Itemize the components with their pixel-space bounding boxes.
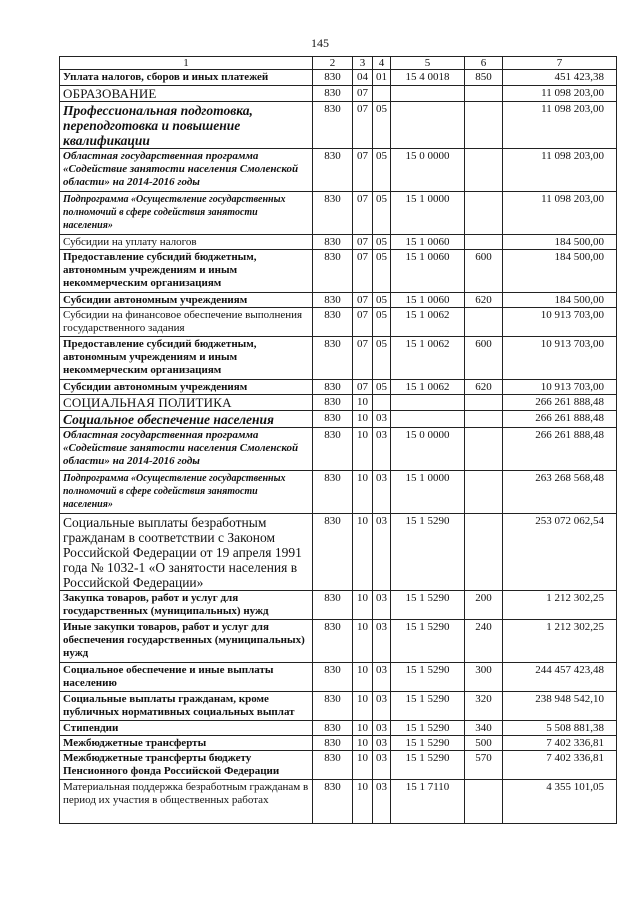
table-row xyxy=(60,471,617,514)
row-name-cell: Областная государственная программа «Содействие занятости населения Смоленской области» на 2014-2016 годы xyxy=(60,428,313,471)
header-col-5: 5 xyxy=(391,57,465,70)
target-article-cell xyxy=(391,102,465,149)
subsection-cell: 03 xyxy=(373,663,391,692)
table-row xyxy=(60,250,617,293)
target-article-cell: 15 1 5290 xyxy=(391,736,465,751)
row-name-cell: Иные закупки товаров, работ и услуг для обеспечения государственных (муниципальных) нужд xyxy=(60,620,313,663)
section-cell: 10 xyxy=(353,663,373,692)
table-row xyxy=(60,721,617,736)
table-row xyxy=(60,308,617,337)
amount-cell: 244 457 423,48 xyxy=(503,663,617,692)
expense-type-cell: 200 xyxy=(465,591,503,620)
expense-type-cell xyxy=(465,471,503,514)
target-article-cell: 15 1 5290 xyxy=(391,591,465,620)
section-cell: 10 xyxy=(353,780,373,824)
amount-cell: 10 913 703,00 xyxy=(503,308,617,337)
row-name-cell: Областная государственная программа «Содействие занятости населения Смоленской области» на 2014-2016 годы xyxy=(60,149,313,192)
row-name-cell: Субсидии автономным учреждениям xyxy=(60,293,313,308)
amount-cell: 266 261 888,48 xyxy=(503,428,617,471)
row-name-cell: Уплата налогов, сборов и иных платежей xyxy=(60,70,313,86)
amount-cell: 11 098 203,00 xyxy=(503,86,617,102)
admin-code-cell: 830 xyxy=(313,395,353,411)
amount-cell: 266 261 888,48 xyxy=(503,411,617,428)
table-row xyxy=(60,692,617,721)
subsection-cell: 03 xyxy=(373,471,391,514)
table-row xyxy=(60,337,617,380)
target-article-cell: 15 1 5290 xyxy=(391,620,465,663)
subsection-cell: 05 xyxy=(373,192,391,235)
subsection-cell: 01 xyxy=(373,70,391,86)
expense-type-cell: 620 xyxy=(465,380,503,395)
subsection-cell: 03 xyxy=(373,736,391,751)
target-article-cell: 15 1 5290 xyxy=(391,663,465,692)
row-name-cell: Субсидии на уплату налогов xyxy=(60,235,313,250)
amount-cell: 266 261 888,48 xyxy=(503,395,617,411)
target-article-cell: 15 1 5290 xyxy=(391,721,465,736)
row-name-cell: Субсидии автономным учреждениям xyxy=(60,380,313,395)
subsection-cell: 03 xyxy=(373,411,391,428)
section-cell: 07 xyxy=(353,235,373,250)
admin-code-cell: 830 xyxy=(313,70,353,86)
target-article-cell xyxy=(391,411,465,428)
expense-type-cell xyxy=(465,192,503,235)
table-row xyxy=(60,514,617,591)
target-article-cell: 15 1 0000 xyxy=(391,192,465,235)
subsection-cell: 05 xyxy=(373,102,391,149)
amount-cell: 4 355 101,05 xyxy=(503,780,617,824)
table-row xyxy=(60,102,617,149)
table-row xyxy=(60,736,617,751)
amount-cell: 184 500,00 xyxy=(503,250,617,293)
row-name-cell: Стипендии xyxy=(60,721,313,736)
section-cell: 10 xyxy=(353,736,373,751)
amount-cell: 238 948 542,10 xyxy=(503,692,617,721)
table-row xyxy=(60,663,617,692)
amount-cell: 263 268 568,48 xyxy=(503,471,617,514)
subsection-cell: 05 xyxy=(373,250,391,293)
expense-type-cell: 600 xyxy=(465,337,503,380)
admin-code-cell: 830 xyxy=(313,250,353,293)
target-article-cell: 15 1 0060 xyxy=(391,235,465,250)
table-row xyxy=(60,411,617,428)
header-col-4: 4 xyxy=(373,57,391,70)
expense-type-cell xyxy=(465,428,503,471)
target-article-cell: 15 1 0060 xyxy=(391,293,465,308)
expense-type-cell: 300 xyxy=(465,663,503,692)
header-col-3: 3 xyxy=(353,57,373,70)
subsection-cell: 03 xyxy=(373,780,391,824)
subsection-cell: 05 xyxy=(373,308,391,337)
header-col-1: 1 xyxy=(60,57,313,70)
admin-code-cell: 830 xyxy=(313,86,353,102)
admin-code-cell: 830 xyxy=(313,780,353,824)
section-cell: 07 xyxy=(353,308,373,337)
admin-code-cell: 830 xyxy=(313,514,353,591)
admin-code-cell: 830 xyxy=(313,102,353,149)
subsection-cell: 05 xyxy=(373,380,391,395)
section-cell: 10 xyxy=(353,428,373,471)
admin-code-cell: 830 xyxy=(313,620,353,663)
admin-code-cell: 830 xyxy=(313,692,353,721)
admin-code-cell: 830 xyxy=(313,380,353,395)
table-row xyxy=(60,428,617,471)
row-name-cell: Закупка товаров, работ и услуг для государственных (муниципальных) нужд xyxy=(60,591,313,620)
subsection-cell: 03 xyxy=(373,620,391,663)
section-cell: 10 xyxy=(353,591,373,620)
section-cell: 04 xyxy=(353,70,373,86)
admin-code-cell: 830 xyxy=(313,308,353,337)
row-name-cell: Межбюджетные трансферты xyxy=(60,736,313,751)
section-cell: 10 xyxy=(353,411,373,428)
table-header-row xyxy=(60,57,617,70)
target-article-cell: 15 1 0060 xyxy=(391,250,465,293)
row-name-cell: Социальные выплаты гражданам, кроме публичных нормативных социальных выплат xyxy=(60,692,313,721)
expense-type-cell: 600 xyxy=(465,250,503,293)
admin-code-cell: 830 xyxy=(313,293,353,308)
admin-code-cell: 830 xyxy=(313,337,353,380)
row-name-cell: Предоставление субсидий бюджетным, автономным учреждениям и иным некоммерческим организациям xyxy=(60,337,313,380)
target-article-cell: 15 1 5290 xyxy=(391,751,465,780)
target-article-cell: 15 1 5290 xyxy=(391,514,465,591)
row-name-cell: Социальные выплаты безработным гражданам в соответствии с Законом Российской Федерации от 19 апреля 1991 года № 1032-1 «О занятости населения в Российской Федерации» xyxy=(60,514,313,591)
row-name-cell: Профессиональная подготовка, переподготовка и повышение квалификации xyxy=(60,102,313,149)
admin-code-cell: 830 xyxy=(313,736,353,751)
row-name-cell: ОБРАЗОВАНИЕ xyxy=(60,86,313,102)
table-row xyxy=(60,751,617,780)
subsection-cell: 05 xyxy=(373,149,391,192)
admin-code-cell: 830 xyxy=(313,751,353,780)
amount-cell: 7 402 336,81 xyxy=(503,751,617,780)
table-row xyxy=(60,149,617,192)
amount-cell: 184 500,00 xyxy=(503,235,617,250)
target-article-cell: 15 0 0000 xyxy=(391,428,465,471)
table-row xyxy=(60,235,617,250)
admin-code-cell: 830 xyxy=(313,428,353,471)
expense-type-cell xyxy=(465,514,503,591)
subsection-cell: 03 xyxy=(373,591,391,620)
subsection-cell: 05 xyxy=(373,235,391,250)
section-cell: 10 xyxy=(353,620,373,663)
section-cell: 10 xyxy=(353,471,373,514)
header-col-2: 2 xyxy=(313,57,353,70)
row-name-cell: Подпрограмма «Осуществление государственных полномочий в сфере содействия занятости населения» xyxy=(60,192,313,235)
expense-type-cell: 240 xyxy=(465,620,503,663)
row-name-cell: Межбюджетные трансферты бюджету Пенсионного фонда Российской Федерации xyxy=(60,751,313,780)
row-name-cell: Предоставление субсидий бюджетным, автономным учреждениям и иным некоммерческим организациям xyxy=(60,250,313,293)
target-article-cell xyxy=(391,395,465,411)
admin-code-cell: 830 xyxy=(313,192,353,235)
table-row xyxy=(60,591,617,620)
admin-code-cell: 830 xyxy=(313,235,353,250)
header-col-6: 6 xyxy=(465,57,503,70)
section-cell: 07 xyxy=(353,337,373,380)
expense-type-cell xyxy=(465,235,503,250)
amount-cell: 451 423,38 xyxy=(503,70,617,86)
target-article-cell: 15 1 5290 xyxy=(391,692,465,721)
amount-cell: 184 500,00 xyxy=(503,293,617,308)
page-number: 145 xyxy=(311,36,329,50)
amount-cell: 5 508 881,38 xyxy=(503,721,617,736)
table-row xyxy=(60,620,617,663)
expense-type-cell: 320 xyxy=(465,692,503,721)
subsection-cell: 03 xyxy=(373,428,391,471)
table-row xyxy=(60,192,617,235)
admin-code-cell: 830 xyxy=(313,411,353,428)
budget-table xyxy=(59,56,617,824)
row-name-cell: Субсидии на финансовое обеспечение выполнения государственного задания xyxy=(60,308,313,337)
subsection-cell: 03 xyxy=(373,692,391,721)
row-name-cell: Материальная поддержка безработным гражданам в период их участия в общественных работах xyxy=(60,780,313,824)
amount-cell: 11 098 203,00 xyxy=(503,192,617,235)
expense-type-cell xyxy=(465,780,503,824)
target-article-cell xyxy=(391,86,465,102)
subsection-cell: 03 xyxy=(373,721,391,736)
section-cell: 07 xyxy=(353,102,373,149)
target-article-cell: 15 1 0062 xyxy=(391,308,465,337)
table-row xyxy=(60,380,617,395)
table-row xyxy=(60,293,617,308)
subsection-cell: 03 xyxy=(373,751,391,780)
target-article-cell: 15 1 0062 xyxy=(391,337,465,380)
subsection-cell xyxy=(373,86,391,102)
section-cell: 10 xyxy=(353,751,373,780)
target-article-cell: 15 0 0000 xyxy=(391,149,465,192)
target-article-cell: 15 1 0000 xyxy=(391,471,465,514)
amount-cell: 10 913 703,00 xyxy=(503,337,617,380)
expense-type-cell: 850 xyxy=(465,70,503,86)
target-article-cell: 15 4 0018 xyxy=(391,70,465,86)
row-name-cell: Подпрограмма «Осуществление государственных полномочий в сфере содействия занятости населения» xyxy=(60,471,313,514)
subsection-cell xyxy=(373,395,391,411)
admin-code-cell: 830 xyxy=(313,591,353,620)
admin-code-cell: 830 xyxy=(313,721,353,736)
subsection-cell: 03 xyxy=(373,514,391,591)
row-name-cell: Социальное обеспечение населения xyxy=(60,411,313,428)
amount-cell: 253 072 062,54 xyxy=(503,514,617,591)
admin-code-cell: 830 xyxy=(313,663,353,692)
amount-cell: 7 402 336,81 xyxy=(503,736,617,751)
target-article-cell: 15 1 0062 xyxy=(391,380,465,395)
subsection-cell: 05 xyxy=(373,293,391,308)
expense-type-cell xyxy=(465,308,503,337)
expense-type-cell: 570 xyxy=(465,751,503,780)
amount-cell: 1 212 302,25 xyxy=(503,591,617,620)
section-cell: 10 xyxy=(353,395,373,411)
section-cell: 07 xyxy=(353,149,373,192)
row-name-cell: Социальное обеспечение и иные выплаты населению xyxy=(60,663,313,692)
amount-cell: 10 913 703,00 xyxy=(503,380,617,395)
row-name-cell: СОЦИАЛЬНАЯ ПОЛИТИКА xyxy=(60,395,313,411)
admin-code-cell: 830 xyxy=(313,149,353,192)
table-row xyxy=(60,395,617,411)
amount-cell: 11 098 203,00 xyxy=(503,102,617,149)
table-row xyxy=(60,86,617,102)
expense-type-cell xyxy=(465,411,503,428)
expense-type-cell: 620 xyxy=(465,293,503,308)
section-cell: 07 xyxy=(353,86,373,102)
target-article-cell: 15 1 7110 xyxy=(391,780,465,824)
expense-type-cell xyxy=(465,86,503,102)
table-row xyxy=(60,780,617,824)
expense-type-cell xyxy=(465,395,503,411)
section-cell: 07 xyxy=(353,192,373,235)
expense-type-cell: 340 xyxy=(465,721,503,736)
amount-cell: 1 212 302,25 xyxy=(503,620,617,663)
section-cell: 10 xyxy=(353,514,373,591)
expense-type-cell: 500 xyxy=(465,736,503,751)
section-cell: 07 xyxy=(353,250,373,293)
expense-type-cell xyxy=(465,102,503,149)
table-row xyxy=(60,70,617,86)
amount-cell: 11 098 203,00 xyxy=(503,149,617,192)
section-cell: 10 xyxy=(353,721,373,736)
section-cell: 07 xyxy=(353,293,373,308)
section-cell: 10 xyxy=(353,692,373,721)
header-col-7: 7 xyxy=(503,57,617,70)
subsection-cell: 05 xyxy=(373,337,391,380)
section-cell: 07 xyxy=(353,380,373,395)
admin-code-cell: 830 xyxy=(313,471,353,514)
expense-type-cell xyxy=(465,149,503,192)
